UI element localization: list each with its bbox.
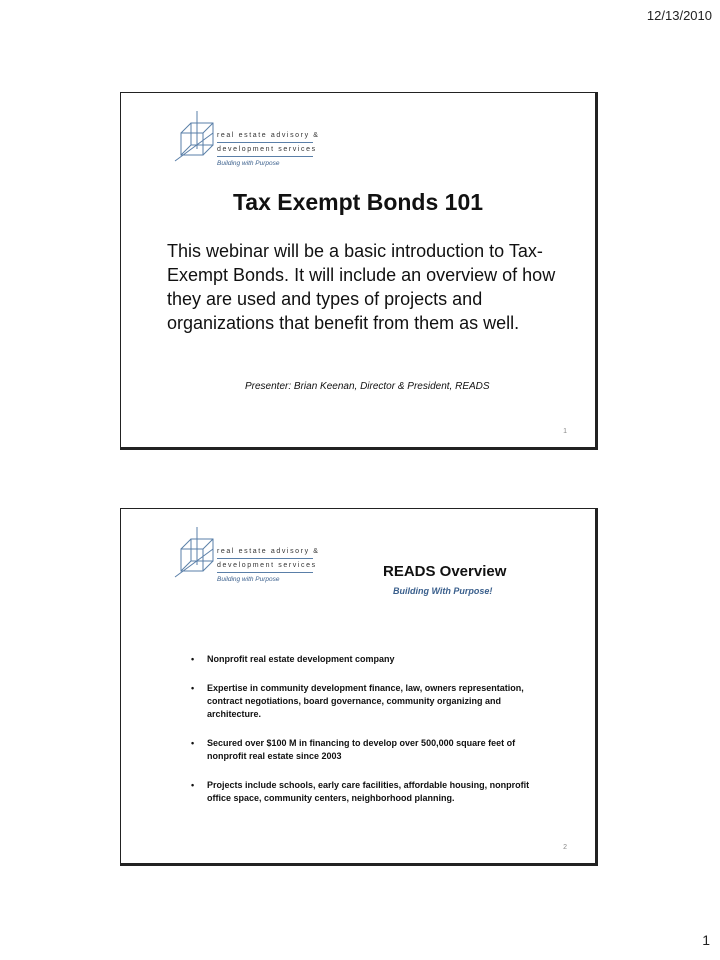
logo-rule [217, 572, 313, 573]
bullet-item: • Expertise in community development finance, law, owners representation, contract negotiations, board governance, community organizing and architecture. [187, 682, 547, 721]
slide-title: Tax Exempt Bonds 101 [232, 189, 484, 215]
slide-1 [120, 92, 598, 450]
logo-text [217, 547, 337, 583]
bullet-item: • Projects include schools, early care facilities, affordable housing, nonprofit office space, community centers, neighborhood planning. [187, 779, 547, 805]
logo-line-2: development services [217, 562, 317, 569]
logo-line-1: real estate advisory & [217, 548, 320, 555]
slide-number: 1 [563, 428, 567, 435]
logo-rule [217, 156, 313, 157]
page-number: 1 [702, 932, 710, 948]
bullet-item: • Secured over $100 M in financing to develop over 500,000 square feet of nonprofit real estate since 2003 [187, 737, 547, 763]
slide-title: READS Overview [383, 563, 507, 580]
reads-logo [173, 109, 333, 171]
presenter-line: Presenter: Brian Keenan, Director & President, READS [245, 381, 490, 392]
logo-tagline: Building with Purpose [217, 160, 280, 167]
slide-subtitle: Building With Purpose! [393, 586, 493, 596]
logo-line-1: real estate advisory & [217, 132, 320, 139]
bullet-list [187, 653, 547, 821]
slide-body: This webinar will be a basic introduction to Tax-Exempt Bonds. It will include an overview of how they are used and types of projects and organizations that benefit from them as well. [167, 241, 556, 333]
reads-logo [173, 525, 333, 587]
logo-tagline: Building with Purpose [217, 576, 280, 583]
slide-number: 2 [563, 844, 567, 851]
print-date: 12/13/2010 [646, 8, 712, 23]
logo-rule [217, 558, 313, 559]
logo-text [217, 131, 337, 167]
logo-rule [217, 142, 313, 143]
slide-2 [120, 508, 598, 866]
bullet-item: • Nonprofit real estate development company [187, 653, 547, 666]
logo-line-2: development services [217, 146, 317, 153]
